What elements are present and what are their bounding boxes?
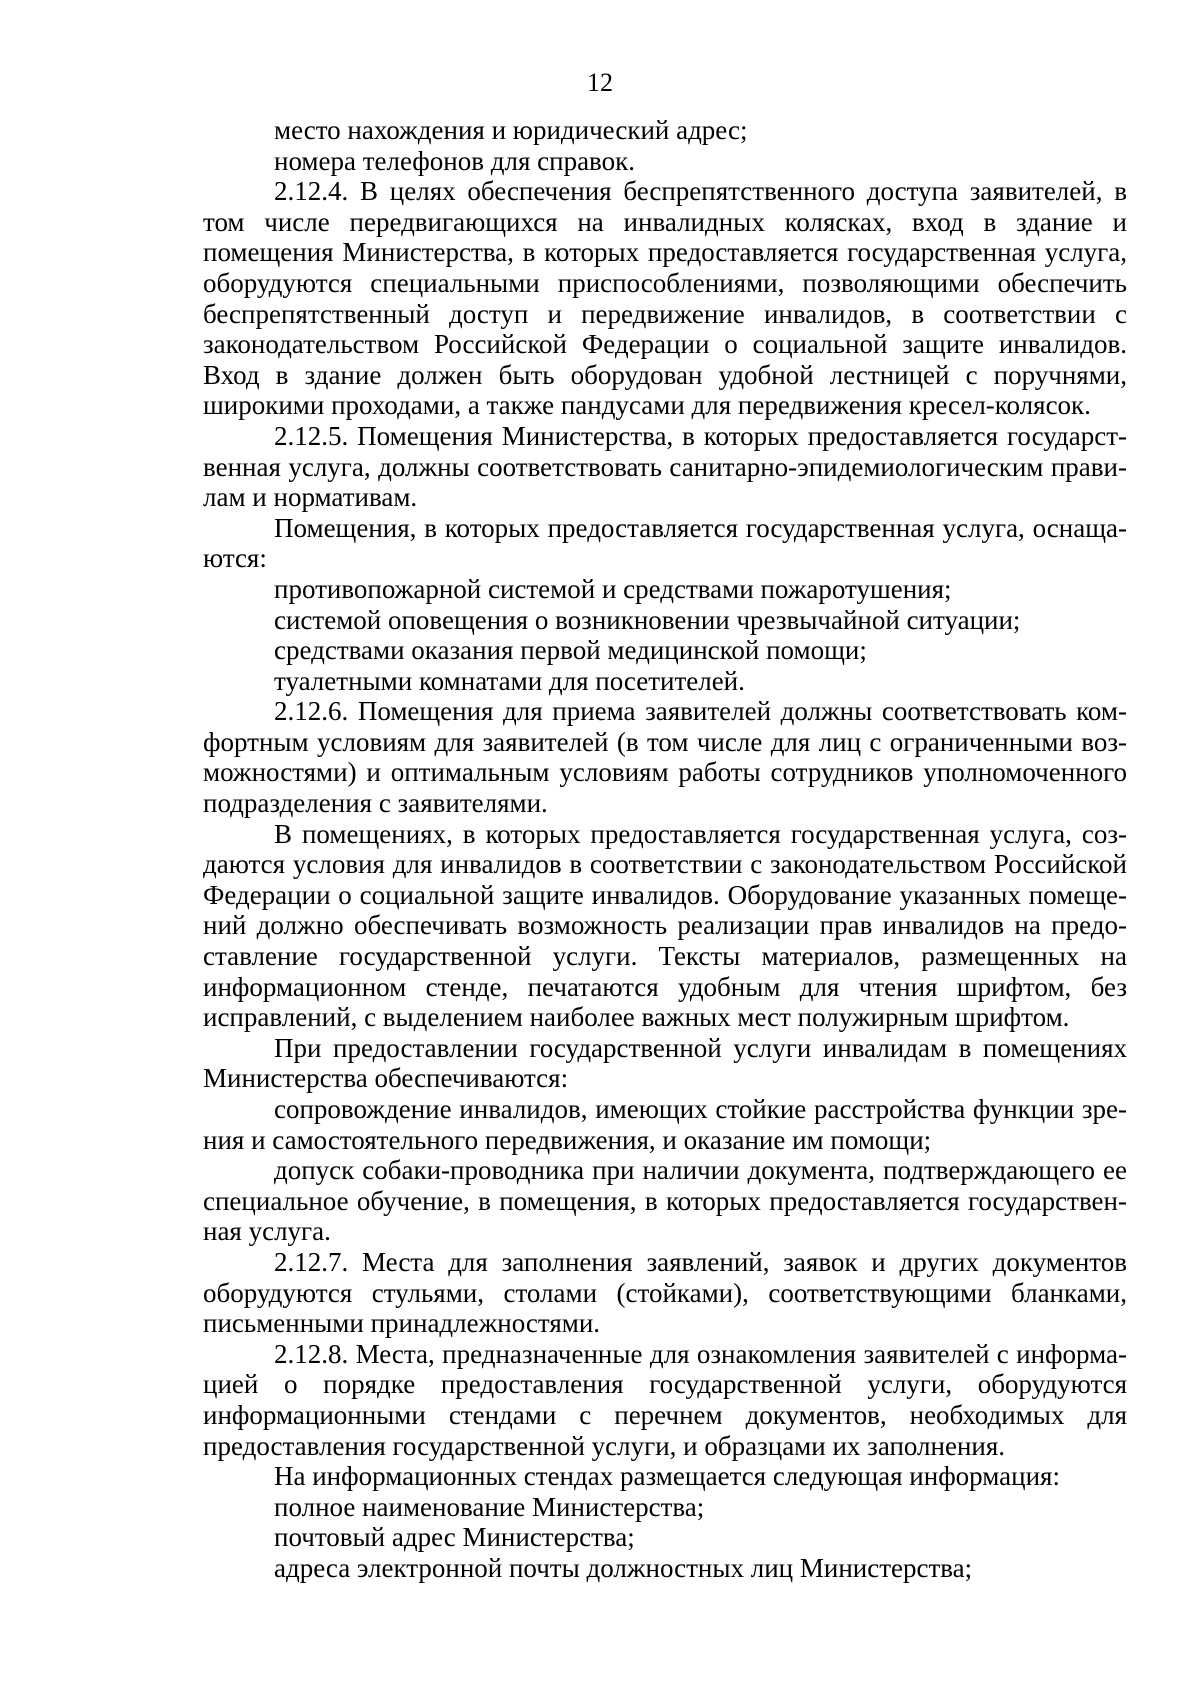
list-item-fire-system: противопожарной системой и средствами пожаротушения; bbox=[274, 573, 952, 604]
page-number: 12 bbox=[587, 68, 613, 97]
list-item-postal-address: почтовый адрес Министерства; bbox=[274, 1522, 635, 1553]
list-item-full-name: полное наименование Министерства; bbox=[274, 1491, 705, 1522]
paragraph-phone-numbers: номера телефонов для справок. bbox=[274, 145, 635, 176]
list-item-escort: сопровождение инвалидов, имеющих стойкие расстройства функции зрения и самостоятельного передвижения, и оказание им помощи; bbox=[203, 1094, 1127, 1155]
paragraph-2-12-4: 2.12.4. В целях обеспечения беспрепятственного доступа заявителей, в том числе передвигающихся на инвалидных колясках, вход в здание и помещения Министерства, в которых предоставляется государственная услуга, оборудуются специальными приспособлениями, позволяющими обеспечить беспрепятственный доступ и передвижение инвалидов, в соответствии с законодательством Российской Федерации о социальной защите инвалидов. Вход в здание должен быть оборудован удобной лестницей с поручнями, широкими проходами, а также пандусами для передвижения кресел-колясок. bbox=[203, 176, 1127, 421]
paragraph-2-12-5: 2.12.5. Помещения Министерства, в которых предоставляется государственная услуга, должны соответствовать санитарно-эпидемиологическим правилам и нормативам. bbox=[203, 420, 1127, 513]
list-item-email-addresses: адреса электронной почты должностных лиц Министерства; bbox=[274, 1552, 973, 1583]
list-item-alert-system: системой оповещения о возникновении чрезвычайной ситуации; bbox=[274, 604, 1021, 635]
list-item-first-aid: средствами оказания первой медицинской помощи; bbox=[274, 635, 867, 666]
paragraph-location-address: место нахождения и юридический адрес; bbox=[274, 115, 748, 145]
paragraph-premises-equipped: Помещения, в которых предоставляется государственная услуга, оснащаются: bbox=[203, 512, 1127, 574]
paragraph-disabled-conditions: В помещениях, в которых предоставляется государственная услуга, создаются условия для инвалидов в соответствии с законодательством Российской Федерации о социальной защите инвалидов. Оборудование указанных помещений должно обеспечивать возможность реализации прав инвалидов на предоставление государственной услуги. Тексты материалов, размещенных на информационном стенде, печатаются удобным для чтения шрифтом, без исправлений, с выделением наиболее важных мест полужирным шрифтом. bbox=[203, 818, 1127, 1033]
paragraph-2-12-6: 2.12.6. Помещения для приема заявителей должны соответствовать комфортным условиям для заявителей (в том числе для лиц с ограниченными возможностями) и оптимальным условиям работы сотрудников уполномоченного подразделения с заявителями. bbox=[203, 696, 1127, 819]
document-body bbox=[203, 115, 1127, 1584]
paragraph-service-provision: При предоставлении государственной услуги инвалидам в помещениях Министерства обеспечиваются: bbox=[203, 1032, 1127, 1094]
paragraph-2-12-7: 2.12.7. Места для заполнения заявлений, заявок и других документов оборудуются стульями, столами (стойками), соответствующими бланками, письменными принадлежностями. bbox=[203, 1246, 1127, 1339]
list-item-toilets: туалетными комнатами для посетителей. bbox=[274, 665, 745, 696]
list-item-guide-dog: допуск собаки-проводника при наличии документа, подтверждающего ее специальное обучение, в помещения, в которых предоставляется государственная услуга. bbox=[203, 1155, 1127, 1247]
paragraph-2-12-8: 2.12.8. Места, предназначенные для ознакомления заявителей с информацией о порядке предоставления государственной услуги, оборудуются информационными стендами с перечнем документов, необходимых для предоставления государственной услуги, и образцами их заполнения. bbox=[203, 1338, 1127, 1461]
paragraph-info-stands: На информационных стендах размещается следующая информация: bbox=[274, 1461, 1060, 1492]
